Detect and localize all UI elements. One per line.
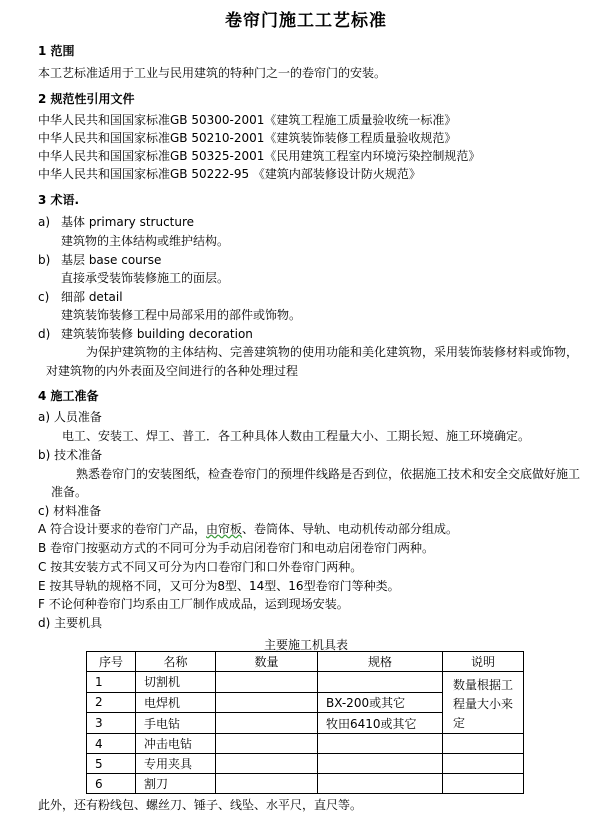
cell-quantity xyxy=(216,672,318,693)
cell-spec: 牧田6410或其它 xyxy=(318,713,443,734)
cell-note-empty xyxy=(443,774,524,794)
term-definition: 为保护建筑物的主体结构、完善建筑物的使用功能和美化建筑物，采用装饰装修材料或饰物， xyxy=(86,345,579,359)
cell-index: 2 xyxy=(87,692,136,713)
subsection-text: 熟悉卷帘门的安装图纸，检查卷帘门的预埋件线路是否到位，依据施工技术和安全交底做好施工 xyxy=(76,467,581,481)
cell-name: 专用夹具 xyxy=(136,754,216,774)
subsection-title: d) 主要机具 xyxy=(38,616,103,630)
table-row xyxy=(87,734,524,754)
term-definition: 直接承受装饰装修施工的面层。 xyxy=(61,271,230,285)
cell-name: 切割机 xyxy=(136,672,216,693)
cell-index: 4 xyxy=(87,734,136,754)
subsection-text: 电工、安装工、焊工、普工．各工种具体人数由工程量大小、工期长短、施工环境确定。 xyxy=(62,429,531,443)
cell-quantity xyxy=(216,692,318,713)
cell-quantity xyxy=(216,713,318,734)
column-header: 说明 xyxy=(443,652,524,672)
term-definition-continued: 对建筑物的内外表面及空间进行的各种处理过程 xyxy=(46,364,299,378)
subsection-title: c) 材料准备 xyxy=(38,504,102,518)
cell-spec xyxy=(318,754,443,774)
cell-index: 5 xyxy=(87,754,136,774)
table-caption: 主要施工机具表 xyxy=(263,638,348,652)
cell-spec xyxy=(318,734,443,754)
document-title: 卷帘门施工工艺标准 xyxy=(225,11,387,31)
table-row xyxy=(87,774,524,794)
material-item: C 按其安装方式不同又可分为内口卷帘门和口外卷帘门两种。 xyxy=(38,560,363,574)
term-mark: d) xyxy=(38,327,51,341)
cell-spec xyxy=(318,774,443,794)
reference-item: 中华人民共和国国家标准GB 50300-2001《建筑工程施工质量验收统一标准》 xyxy=(38,113,457,127)
material-item: F 不论何种卷帘门均系由工厂制作成成品，运到现场安装。 xyxy=(38,597,349,611)
cell-quantity xyxy=(216,774,318,794)
column-header: 序号 xyxy=(87,652,136,672)
material-item: E 按其导轨的规格不同，又可分为8型、14型、16型卷帘门等种类。 xyxy=(38,579,400,593)
subsection-title: b) 技术准备 xyxy=(38,448,103,462)
column-header: 规格 xyxy=(318,652,443,672)
section-1-text: 本工艺标准适用于工业与民用建筑的特种门之一的卷帘门的安装。 xyxy=(38,66,387,80)
term-definition: 建筑物的主体结构或维护结构。 xyxy=(61,234,230,248)
section-3-heading: 3 术语. xyxy=(38,193,80,207)
cell-quantity xyxy=(216,734,318,754)
subsection-text-continued: 准备。 xyxy=(51,485,88,499)
section-4-heading: 4 施工准备 xyxy=(38,389,99,403)
table-header-row xyxy=(87,652,524,672)
term-name: 建筑装饰装修 building decoration xyxy=(61,327,253,341)
column-header: 名称 xyxy=(136,652,216,672)
cell-spec xyxy=(318,672,443,693)
section-2-heading: 2 规范性引用文件 xyxy=(38,92,135,106)
cell-name: 手电钻 xyxy=(136,713,216,734)
term-name: 基层 base course xyxy=(61,253,162,267)
spellcheck-underlined-text: 由帘板 xyxy=(206,522,243,536)
term-definition: 建筑装饰装修工程中局部采用的部件或饰物。 xyxy=(61,308,302,322)
footer-note: 此外，还有粉线包、螺丝刀、锤子、线坠、水平尺，直尺等。 xyxy=(38,798,363,812)
cell-index: 6 xyxy=(87,774,136,794)
cell-index: 3 xyxy=(87,713,136,734)
tools-table xyxy=(86,651,524,794)
cell-note: 数量根据工程量大小来定 xyxy=(443,672,524,734)
term-name: 基体 primary structure xyxy=(61,215,195,229)
material-item: A 符合设计要求的卷帘门产品，由帘板、卷筒体、导轨、电动机传动部分组成。 xyxy=(38,522,459,536)
cell-name: 电焊机 xyxy=(136,692,216,713)
term-mark: a) xyxy=(38,215,51,229)
reference-item: 中华人民共和国国家标准GB 50325-2001《民用建筑工程室内环境污染控制规范》 xyxy=(38,149,481,163)
column-header: 数量 xyxy=(216,652,318,672)
term-name: 细部 detail xyxy=(61,290,123,304)
cell-name: 割刀 xyxy=(136,774,216,794)
reference-item: 中华人民共和国国家标准GB 50222-95 《建筑内部装修设计防火规范》 xyxy=(38,167,421,181)
subsection-title: a) 人员准备 xyxy=(38,410,102,424)
cell-spec: BX-200或其它 xyxy=(318,692,443,713)
term-mark: b) xyxy=(38,253,51,267)
cell-note-empty xyxy=(443,754,524,774)
table-row xyxy=(87,754,524,774)
material-item: B 卷帘门按驱动方式的不同可分为手动启闭卷帘门和电动启闭卷帘门两种。 xyxy=(38,541,435,555)
reference-item: 中华人民共和国国家标准GB 50210-2001《建筑装饰装修工程质量验收规范》 xyxy=(38,131,457,145)
cell-note-empty xyxy=(443,734,524,754)
cell-name: 冲击电钻 xyxy=(136,734,216,754)
table-row xyxy=(87,672,524,693)
cell-index: 1 xyxy=(87,672,136,693)
cell-quantity xyxy=(216,754,318,774)
term-mark: c) xyxy=(38,290,50,304)
section-1-heading: 1 范围 xyxy=(38,44,75,58)
